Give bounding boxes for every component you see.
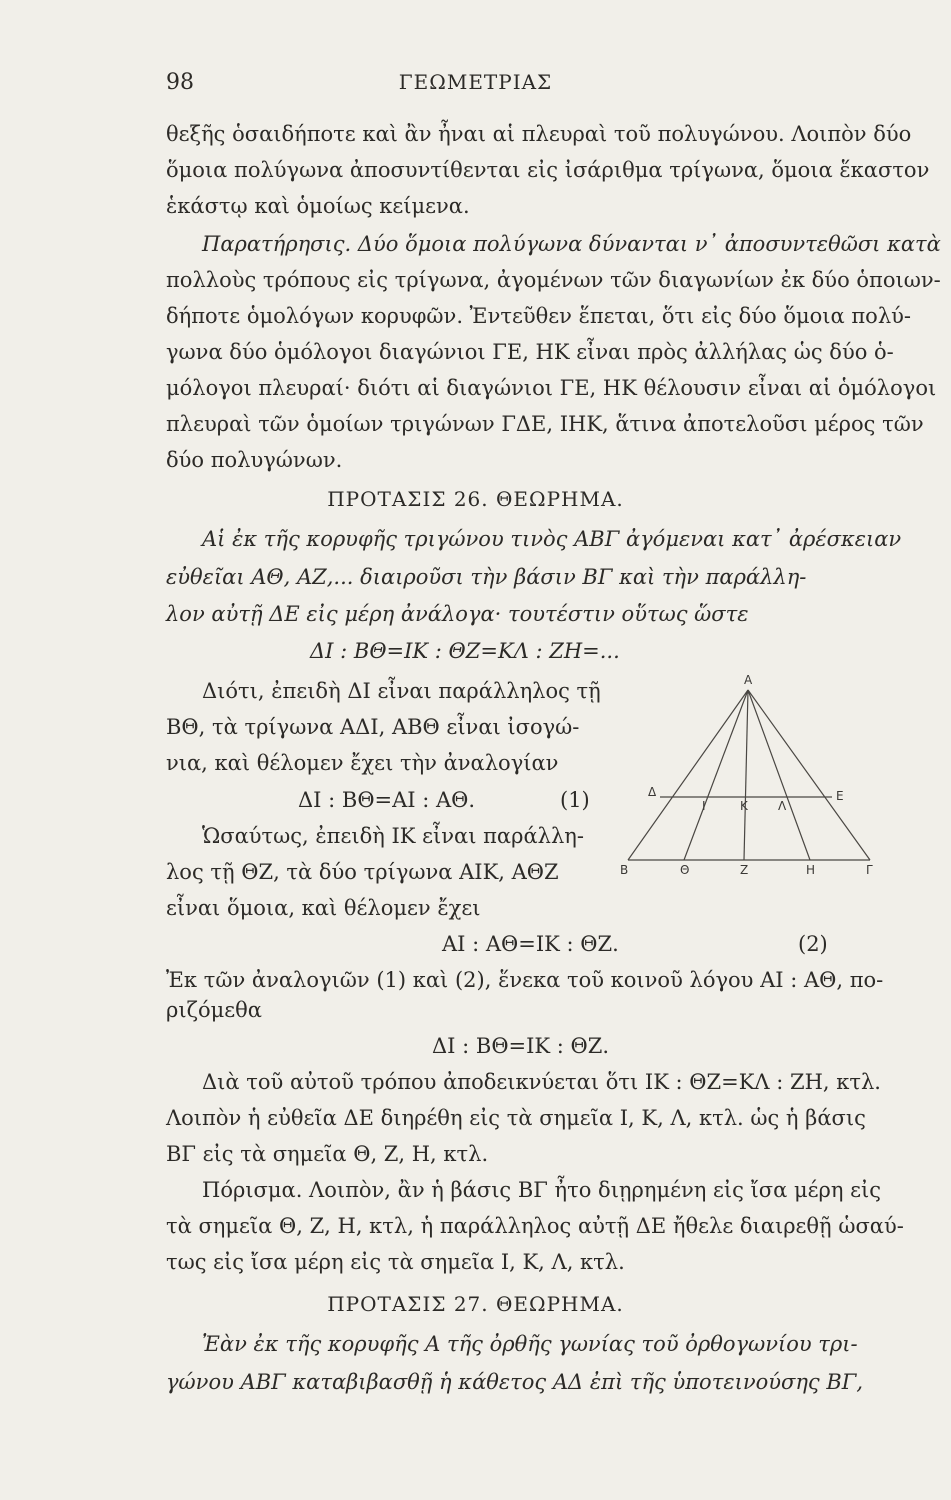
running-title: ΓΕΩΜΕΤΡΙΑΣ	[398, 70, 553, 94]
text-line: πολλοὺς τρόπους εἰς τρίγωνα, ἀγομένων τῶν διαγωνίων ἐκ δύο ὁποιων-	[166, 268, 941, 292]
theorem-line: λον αὐτῇ ΔΕ εἰς μέρη ἀνάλογα· τουτέστιν οὕτως ὥστε	[166, 602, 749, 626]
label-K: K	[740, 799, 748, 813]
label-D: Δ	[648, 785, 657, 799]
line-ATh	[684, 690, 748, 860]
triangle-figure	[618, 672, 882, 882]
formula-line: ΔΙ : ΒΘ=ΙΚ : ΘΖ.	[432, 1034, 610, 1058]
label-H: H	[806, 863, 816, 877]
text-line: λος τῇ ΘΖ, τὰ δύο τρίγωνα ΑΙΚ, ΑΘΖ	[166, 860, 559, 884]
text-line: τὰ σημεῖα Θ, Ζ, Η, κτλ, ἡ παράλληλος αὐτῇ ΔΕ ἤθελε διαιρεθῇ ὡσαύ-	[166, 1214, 904, 1238]
formula-line: ΔΙ : ΒΘ=ΑΙ : ΑΘ.	[298, 788, 476, 812]
label-E: Ε	[836, 789, 844, 803]
theorem-line: εὐθεῖαι ΑΘ, ΑΖ,... διαιροῦσι τὴν βάσιν ΒΓ καὶ τὴν παράλλη-	[166, 565, 807, 589]
text-line: δήποτε ὁμολόγων κορυφῶν. Ἐντεῦθεν ἕπεται, ὅτι εἰς δύο ὅμοια πολύ-	[166, 304, 911, 328]
label-G: Γ	[866, 863, 873, 877]
label-B: Β	[620, 863, 629, 877]
label-I: I	[702, 799, 706, 813]
text-line: ριζόμεθα	[166, 998, 262, 1022]
proposition-heading: ΠΡΟΤΑΣΙΣ 26. ΘΕΩΡΗΜΑ.	[327, 487, 624, 511]
text-line: Ἐκ τῶν ἀναλογιῶν (1) καὶ (2), ἕνεκα τοῦ κοινοῦ λόγου ΑΙ : ΑΘ, πο-	[166, 968, 884, 992]
text-line: δύο πολυγώνων.	[166, 448, 343, 472]
text-line: νια, καὶ θέλομεν ἔχει τὴν ἀναλογίαν	[166, 751, 559, 775]
page-number: 98	[166, 70, 194, 95]
text-line: Διότι, ἐπειδὴ ΔΙ εἶναι παράλληλος τῇ	[202, 679, 601, 703]
text-line: εἶναι ὅμοια, καὶ θέλομεν ἔχει	[166, 896, 481, 920]
text-line: ΒΓ εἰς τὰ σημεῖα Θ, Ζ, Η, κτλ.	[166, 1142, 489, 1166]
text-line: Πόρισμα. Λοιπὸν, ἂν ἡ βάσις ΒΓ ἦτο διῃρημένη εἰς ἴσα μέρη εἰς	[202, 1178, 881, 1202]
formula-line: ΑΙ : ΑΘ=ΙΚ : ΘΖ.	[442, 932, 619, 956]
text-line: ΒΘ, τὰ τρίγωνα ΑΔΙ, ΑΒΘ εἶναι ἰσογώ-	[166, 715, 580, 739]
text-line: θεξῆς ὁσαιδήποτε καὶ ἂν ἦναι αἱ πλευραὶ τοῦ πολυγώνου. Λοιπὸν δύο	[166, 122, 912, 146]
theorem-line: Ἐὰν ἐκ τῆς κορυφῆς Α τῆς ὀρθῆς γωνίας τοῦ ὀρθογωνίου τρι-	[202, 1332, 858, 1356]
text-line: τως εἰς ἴσα μέρη εἰς τὰ σημεῖα Ι, Κ, Λ, κτλ.	[166, 1250, 625, 1274]
equation-number: (1)	[560, 788, 590, 812]
proposition-heading: ΠΡΟΤΑΣΙΣ 27. ΘΕΩΡΗΜΑ.	[327, 1292, 624, 1316]
text-line: μόλογοι πλευραί· διότι αἱ διαγώνιοι ΓΕ, ΗΚ θέλουσιν εἶναι αἱ ὁμόλογοι	[166, 376, 937, 400]
text-line: Διὰ τοῦ αὐτοῦ τρόπου ἀποδεικνύεται ὅτι ΙΚ : ΘΖ=ΚΛ : ΖΗ, κτλ.	[202, 1070, 881, 1094]
label-L: Λ	[778, 799, 787, 813]
text-line: Λοιπὸν ἡ εὐθεῖα ΔΕ διηρέθη εἰς τὰ σημεῖα Ι, Κ, Λ, κτλ. ὡς ἡ βάσις	[166, 1106, 866, 1130]
equation-number: (2)	[798, 932, 828, 956]
text-line: ἑκάστῳ καὶ ὁμοίως κείμενα.	[166, 194, 470, 218]
label-A: A	[744, 673, 753, 687]
theorem-line: γώνου ΑΒΓ καταβιβασθῇ ἡ κάθετος ΑΔ ἐπὶ τῆς ὑποτεινούσης ΒΓ,	[166, 1370, 864, 1394]
text-line: Ὡσαύτως, ἐπειδὴ ΙΚ εἶναι παράλλη-	[202, 824, 584, 848]
label-Th: Θ	[680, 863, 690, 877]
page-header	[0, 70, 951, 106]
text-line: γωνα δύο ὁμόλογοι διαγώνιοι ΓΕ, ΗΚ εἶναι πρὸς ἀλλήλας ὡς δύο ὁ-	[166, 340, 894, 364]
theorem-line: Αἱ ἐκ τῆς κορυφῆς τριγώνου τινὸς ΑΒΓ ἀγόμεναι κατ᾽ ἀρέσκειαν	[202, 527, 902, 551]
text-line: Παρατήρησις. Δύο ὅμοια πολύγωνα δύνανται ν᾽ ἀποσυντεθῶσι κατὰ	[202, 232, 941, 256]
label-Z: Z	[740, 863, 749, 877]
side-AB	[628, 690, 748, 860]
line-AZ	[744, 690, 748, 860]
theorem-formula: ΔΙ : ΒΘ=ΙΚ : ΘΖ=ΚΛ : ΖΗ=...	[310, 639, 620, 663]
side-AG	[748, 690, 870, 860]
line-AH	[748, 690, 810, 860]
text-line: πλευραὶ τῶν ὁμοίων τριγώνων ΓΔΕ, ΙΗΚ, ἅτινα ἀποτελοῦσι μέρος τῶν	[166, 412, 924, 436]
text-line: ὅμοια πολύγωνα ἀποσυντίθενται εἰς ἰσάριθμα τρίγωνα, ὅμοια ἕκαστον	[166, 158, 930, 182]
